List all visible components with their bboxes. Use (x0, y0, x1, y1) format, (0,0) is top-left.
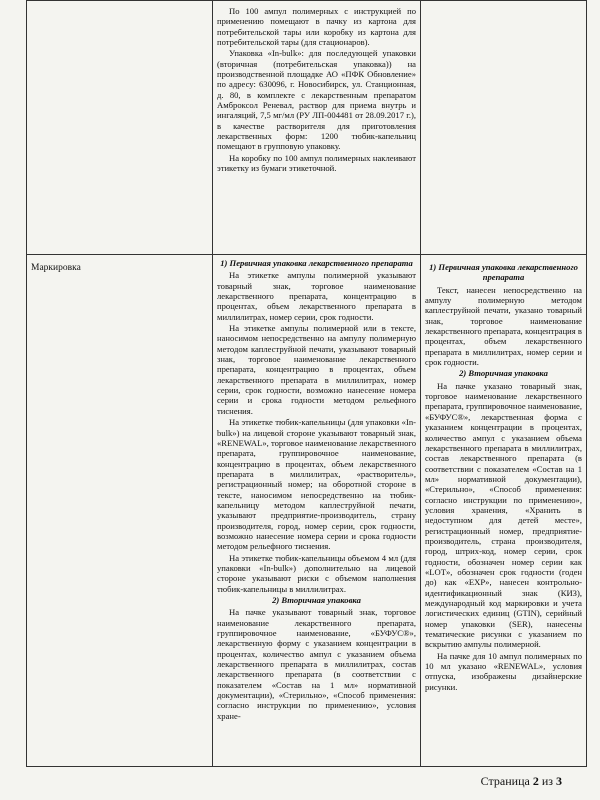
section-heading: 1) Первичная упаковка лекарственного препарата (429, 262, 578, 283)
paragraph: На этикетке тюбик-капельницы (для упаковки «In-bulk») на лицевой стороне указывают товарный знак, «RENEWAL», торговое наименование лекарственного препарата, группировочное наименование, концентрацию в процентах, объем лекарственного препарата в миллилитрах, «растворитель», регистрационный номер; на оборотной стороне в тексте, наносимом непосредственно на тюбик-капельницу методом каплеструйной печати, указывают предприятие-производитель, страну производителя, город, номер серии, срок годности, возможно нанесение номера серии и срока годности методом рельефного тиснения. (217, 417, 416, 552)
paragraph: Упаковка «In-bulk»: для последующей упаковки (вторичная (потребительская упаковка)) на производственной площадке АО «ПФК Обновление» по адресу: 630096, г. Новосибирск, ул. Станционная, д. 80, в комплекте с лекарственным препаратом Амброксол Реневал, раствор для приема внутрь и ингаляций, 7,5 мг/мл (РУ ЛП-004481 от 28.09.2017 г.), в качестве растворителя для приготовления лекарственных форм: 1200 тюбик-капельниц помещают в групповую упаковку. (217, 48, 416, 152)
packaging-empty-cell (421, 1, 587, 255)
paragraph: По 100 ампул полимерных с инструкцией по применению помещают в пачку из картона для потребительской тары или коробку из картона для потребительской тары (для стационаров). (217, 6, 416, 48)
footer-prefix: Страница (480, 774, 530, 788)
packaging-label-cell (27, 1, 213, 255)
paragraph: На этикетке ампулы полимерной или в тексте, наносимом непосредственно на ампулу полимерную методом каплеструйной печати, указывают товарный знак, торговое наименование лекарственного препарата, концентрацию в процентах, объем лекарственного препарата в миллилитрах, номер серии, срок годности, возможно нанесение номера серии и срока годности методом рельефного тиснения. (217, 323, 416, 416)
footer-middle: из (541, 774, 553, 788)
marking-col2-cell (213, 255, 421, 767)
footer-page-number: 2 (532, 774, 539, 788)
marking-col3-content (425, 262, 582, 692)
section-heading: 2) Вторичная упаковка (459, 368, 548, 379)
document-table (26, 0, 587, 767)
marking-col2-content (217, 258, 416, 721)
paragraph: Текст, нанесен непосредственно на ампулу полимерную методом каплеструйной печати, указано товарный знак, торговое наименование лекарственного препарата, концентрация в процентах, объем лекарственного препарата в миллилитрах, номер серии и срок годности. (425, 284, 582, 368)
table-row-marking (27, 255, 587, 767)
section-heading: 2) Вторичная упаковка (272, 595, 361, 605)
paragraph: На пачке для 10 ампул полимерных по 10 мл указано «RENEWAL», условия отпуска, изображены дизайнерские рисунки. (425, 650, 582, 692)
paragraph: На коробку по 100 ампул полимерных наклеивают этикетку из бумаги этикеточной. (217, 152, 416, 174)
paragraph: На пачке указано товарный знак, торговое наименование лекарственного препарата, группировочное наименование, «БУФУС®», лекарственная форма с указанием концентрации в процентах, количество ампул с указанием объема лекарственного препарата в миллилитрах, состав лекарственного препарата (в соответствии с показателем «Состав на 1 мл» нормативной документации), «Стерильно», «Способ применения: согласно инструкции по применению», условия хранения, «Хранить в недоступном для детей месте», регистрационный номер, предприятие-производитель, страна производителя, город, штрих-код, номер серии, срок годности, обозначен номер серии как «LOT», обозначен срок годности (годен до) как «EXP», нанесен контрольно-идентификационный знак (КИЗ), международный код маркировки и учета логистических единиц (GTIN), серийный номер упаковки (SER), нанесены тематические рисунки с указанием по вскрытию ампулы полимерной. (425, 380, 582, 650)
marking-label: Маркировка (31, 263, 81, 273)
paragraph: На этикетке ампулы полимерной указывают товарный знак, торговое наименование лекарственного препарата, концентрацию в процентах, объем лекарственного препарата в миллилитрах, номер серии, срок годности. (217, 270, 416, 322)
page-footer (481, 774, 562, 789)
section-heading: 1) Первичная упаковка лекарственного препарата (220, 258, 413, 268)
table-row-packaging (27, 1, 587, 255)
paragraph: На пачке указывают товарный знак, торговое наименование лекарственного препарата, группировочное наименование, «БУФУС®», лекарственную форму с указанием концентрации в процентах, количество ампул с указанием объема лекарственного препарата в миллилитрах, состав лекарственного препарата (в соответствии с показателем «Состав на 1 мл» нормативной документации), «Стерильно», «Способ применения: согласно инструкции по применению», условия хране- (217, 607, 416, 721)
footer-total-pages: 3 (556, 774, 562, 788)
packaging-text-cell (213, 1, 421, 255)
marking-label-cell (27, 255, 213, 767)
marking-col3-cell (421, 255, 587, 767)
paragraph: На этикетке тюбик-капельницы объемом 4 мл (для упаковки «In-bulk») дополнительно на лицевой стороне указывают риски с объемом наполнения тюбик-капельницы в миллилитрах. (217, 552, 416, 594)
